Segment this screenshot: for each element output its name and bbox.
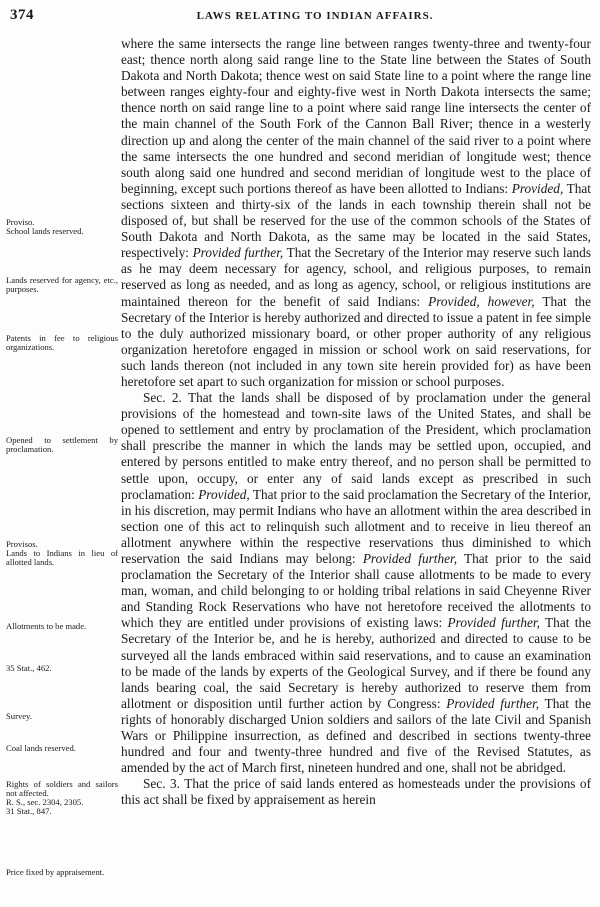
margin-note-provisos-lieu-lands: Provisos. Lands to Indians in lieu of allotted lands. (6, 539, 118, 567)
margin-note-religious-patents: Patents in fee to religious organizations. (6, 333, 118, 352)
margin-notes (6, 0, 118, 907)
margin-note-price-appraisement: Price fixed by appraisement. (6, 867, 105, 877)
margin-note-soldiers-rights: Rights of soldiers and sailors not affected. R. S., sec. 2304, 2305. 31 Stat., 847. (6, 779, 118, 816)
margin-note-survey: Survey. (6, 711, 32, 721)
margin-note-opened-settlement: Opened to settlement by proclamation. (6, 435, 118, 454)
section-3-heading: Sec. 3. (143, 776, 180, 792)
paragraph-section-3: Sec. 3. That the price of said lands entered as homesteads under the provisions of this act shall be fixed by appraisement as herein (121, 776, 591, 808)
paragraph-section-2: Sec. 2. That the lands shall be disposed of by proclamation under the general provisions of the homestead and town-site laws of the United States, and shall be opened to settlement and entry by proclamation of the President, which proclamation shall prescribe the manner in which the lands may be settled upon, occupied, and entered by persons entitled to make entry thereof, and no person shall be permitted to settle upon, occupy, or enter any of said lands except as prescribed in such proclamation: Provided, That prior to the said proclamation the Secretary of the Interior, in his discretion, may permit Indians who have an allotment within the area described in section one of this act to relinquish such allotment and to receive in lieu thereof an allotment anywhere within the respective reservations thus diminished to which reservation the said Indians may belong: Provided further, That prior to the said proclamation the Secretary of the Interior shall cause allotments to be made to every man, woman, and child belonging to or holding tribal relations in said Cheyenne River and Standing Rock Reservations who have not heretofore received the allotments to which they are entitled under provisions of existing laws: Provided further, That the Secretary of the Interior be, and he is hereby, authorized and directed to cause to be surveyed all the lands embraced within said reservations, and to cause an examination to be made of the lands by experts of the Geological Survey, and if there be found any lands bearing coal, the said Secretary is hereby authorized to reserve them from allotment or disposition until further action by Congress: Provided further, That the rights of honorably discharged Union soldiers and sailors of the late Civil and Spanish Wars or Philippine insurrection, as defined and described in sections twenty-three hundred and four and twenty-three hundred and five of the Revised Statutes, as amended by the act of March first, nineteen hundred and one, shall not be abridged. (121, 390, 591, 776)
margin-note-proviso-school-lands: Proviso. School lands reserved. (6, 217, 84, 236)
page-number: 374 (10, 7, 34, 23)
margin-note-allotments: Allotments to be made. (6, 621, 87, 631)
paragraph-section-1-continued: where the same intersects the range line between ranges twenty-three and twenty-four east; thence north along said range line to the State line between the States of South Dakota and North Dakota; thence west on said State line to a point where the range line between ranges eighty-four and eighty-five west in North Dakota intersects the same; thence north on said range line to a point where said range line intersects the center of the main channel of the South Fork of the Cannon Ball River; thence in a westerly direction up and along the center of the main channel of the said river to a point where the same intersects the one hundred and second meridian of longitude west; thence south along said one hundred and second meridian of longitude west to the place of beginning, except such portions thereof as have been allotted to Indians: Provided, That sections sixteen and thirty-six of the lands in each township therein shall not be disposed of, but shall be reserved for the use of the common schools of the States of South Dakota and North Dakota, as the same may be located in the said States, respectively: Provided further, That the Secretary of the Interior may reserve such lands as he may deem necessary for agency, school, and religious purposes, to remain reserved as long as needed, and as long as agency, school, or religious institutions are maintained thereon for the benefit of said Indians: Provided, however, That the Secretary of the Interior is hereby authorized and directed to issue a patent in fee simple to the duly authorized missionary board, or other proper authority of any religious organization heretofore engaged in mission or school work on said reservations, for such lands thereon (not included in any town site herein provided for) as have been heretofore set apart to such organization for mission or school purposes. (121, 36, 592, 389)
section-2-heading: Sec. 2. (143, 390, 182, 406)
margin-note-coal-lands: Coal lands reserved. (6, 743, 76, 753)
statute-body (121, 36, 591, 809)
margin-note-statute-ref: 35 Stat., 462. (6, 663, 52, 673)
margin-note-agency-lands: Lands reserved for agency, etc., purposes. (6, 275, 118, 294)
running-head: LAWS RELATING TO INDIAN AFFAIRS. (196, 10, 434, 22)
